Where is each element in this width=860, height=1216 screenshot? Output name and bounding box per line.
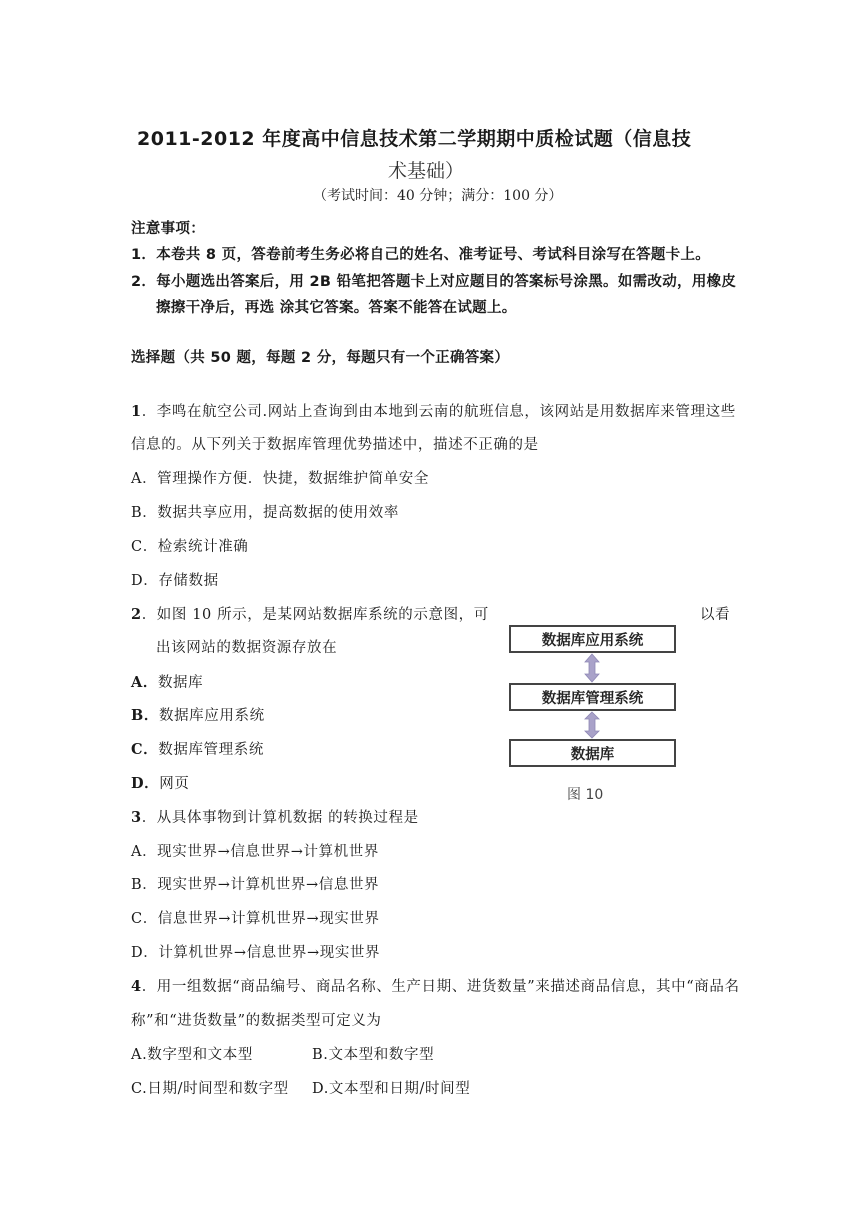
q4-number: 4 [131,978,142,995]
q2-option-b-letter: B． [131,707,159,724]
q4-option-b: B.文本型和数字型 [312,1047,435,1063]
note-item-2-line-2: 擦擦干净后，再选 涂其它答案。答案不能答在试题上。 [156,300,517,316]
q3-option-c: C．信息世界→计算机世界→现实世界 [131,911,380,927]
q2-option-b [131,704,265,725]
q1-line-1 [131,400,736,421]
note-item-2-line-1: 2．每小题选出答案后，用 2B 铅笔把答题卡上对应题目的答案标号涂黑。如需改动，用橡皮 [131,274,737,290]
q3-line-1 [131,806,419,827]
q3-number: 3 [131,809,142,826]
q2-option-a-text: 数据库 [157,675,204,691]
q1-stem-1: ．李鸣在航空公司.网站上查询到由本地到云南的航班信息，该网站是用数据库来管理这些 [141,404,736,420]
q1-option-a: A．管理操作方便．快捷，数据维护简单安全 [131,471,429,487]
q4-option-d: D.文本型和日期/时间型 [312,1081,471,1097]
q3-stem-1: ．从具体事物到计算机数据 的转换过程是 [141,810,419,826]
q3-option-d: D．计算机世界→信息世界→现实世界 [131,945,381,961]
q3-option-b: B．现实世界→计算机世界→信息世界 [131,877,380,893]
note-item-1: 1．本卷共 8 页，答卷前考生务必将自己的姓名、准考证号、考试科目涂写在答题卡上。 [131,247,711,263]
q1-option-b: B．数据共享应用，提高数据的使用效率 [131,505,399,521]
q1-number: 1 [131,403,142,420]
q2-line-2: 出该网站的数据资源存放在 [156,640,338,656]
q4-line-1 [131,975,740,996]
q4-option-c: C.日期/时间型和数字型 [131,1081,289,1097]
q1-line-2: 信息的。从下列关于数据库管理优势描述中，描述不正确的是 [131,437,539,453]
q1-option-c: C．检索统计准确 [131,539,249,555]
notes-heading: 注意事项： [131,221,205,237]
q2-option-c-text: 数据库管理系统 [158,742,264,758]
q2-number: 2 [131,606,142,623]
q4-stem-1: ．用一组数据“商品编号、商品名称、生产日期、进货数量”来描述商品信息，其中“商品名 [141,979,740,995]
figure-caption: 图 10 [567,787,604,803]
q2-option-d-text: 网页 [159,776,190,792]
q2-option-a-letter: A． [131,674,158,691]
q2-option-c [131,738,264,759]
q4-line-2: 称”和“进货数量”的数据类型可定义为 [131,1013,382,1029]
q2-option-b-text: 数据库应用系统 [158,708,265,724]
double-arrow-icon [584,653,600,683]
q2-option-c-letter: C． [131,741,159,758]
q2-option-d [131,772,189,793]
page-title [137,124,691,151]
diagram-box-dbms: 数据库管理系统 [509,683,676,711]
q2-option-a [131,671,203,692]
section-heading: 选择题（共 50 题，每题 2 分，每题只有一个正确答案） [131,350,510,366]
q4-option-a: A.数字型和文本型 [131,1047,253,1063]
q2-stem-1: ．如图 10 所示，是某网站数据库系统的示意图，可 [141,607,489,623]
q1-option-d: D．存储数据 [131,573,219,589]
q2-option-d-letter: D． [131,775,160,792]
diagram-box-app-system: 数据库应用系统 [509,625,676,653]
q2-line-1 [131,603,489,624]
double-arrow-icon [584,711,600,739]
q2-line-1-tail: 以看 [700,607,731,623]
q3-option-a: A．现实世界→信息世界→计算机世界 [131,844,379,860]
diagram-box-database: 数据库 [509,739,676,767]
title-line-2: 术基础） [388,160,465,182]
exam-subtitle: （考试时间：40 分钟；满分：100 分） [313,188,563,204]
title-line-1: 2011-2012 年度高中信息技术第二学期期中质检试题（信息技 [137,128,692,150]
